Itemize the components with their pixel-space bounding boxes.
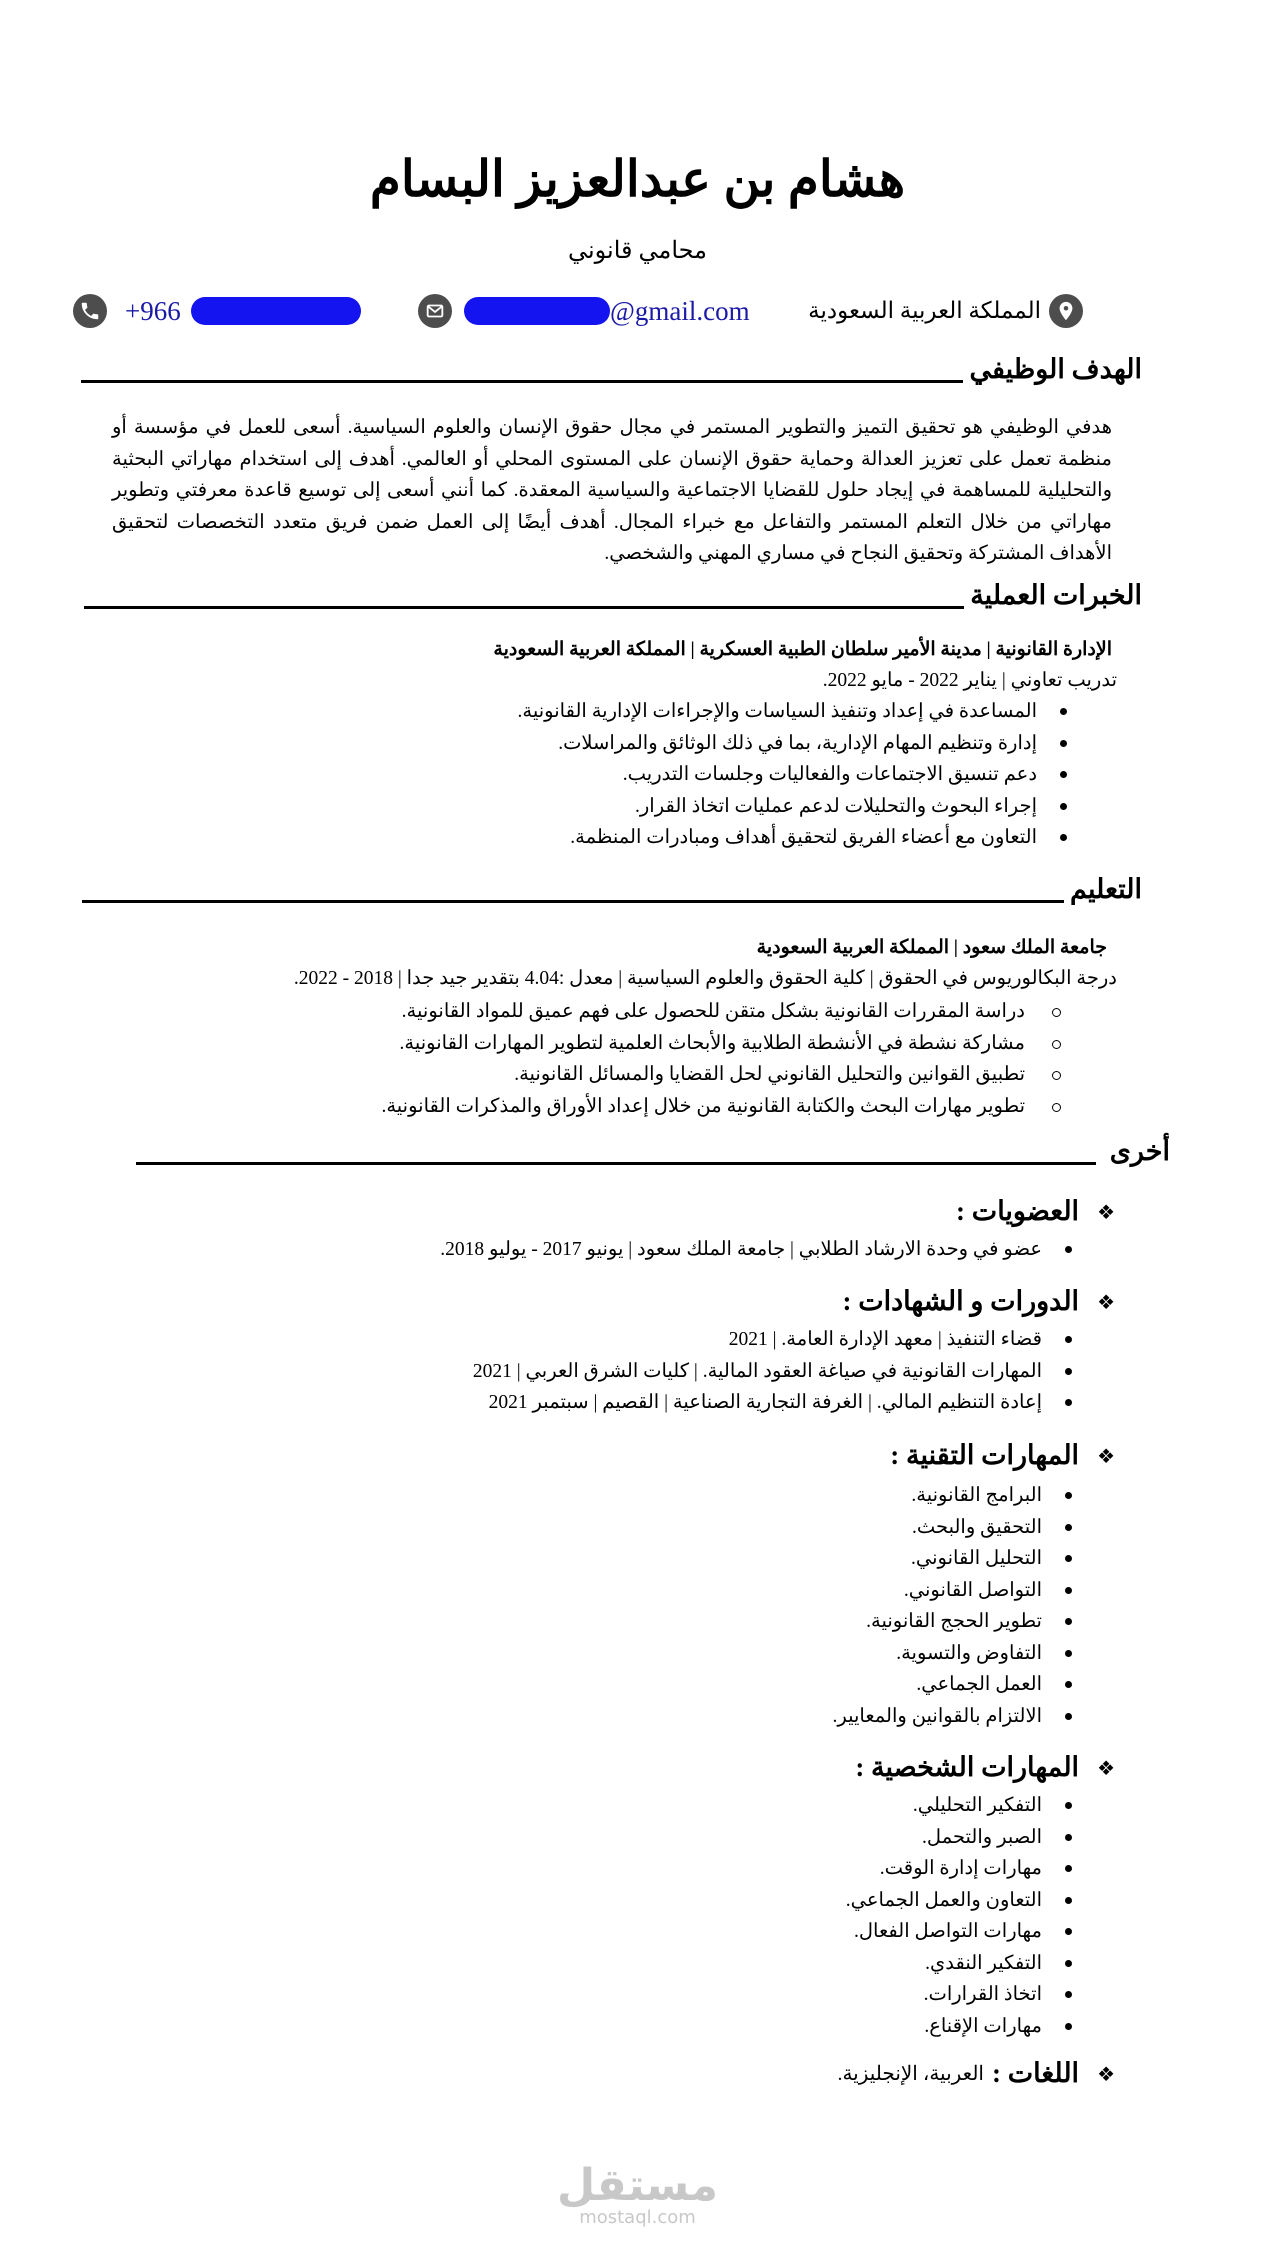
contact-location bbox=[808, 292, 1083, 330]
courses-title: الدورات و الشهادات : bbox=[842, 1286, 1080, 1316]
experience-role: تدريب تعاوني | يناير 2022 - مايو 2022. bbox=[822, 670, 1117, 691]
list-item: إجراء البحوث والتحليلات لدعم عمليات اتخاذ القرار. bbox=[518, 791, 1037, 823]
other-heading bbox=[136, 1138, 1170, 1165]
section-rule bbox=[82, 900, 1064, 903]
list-item: مشاركة نشطة في الأنشطة الطلابية والأبحاث العلمية لتطوير المهارات القانونية. bbox=[381, 1028, 1025, 1060]
personal-skills-heading bbox=[855, 1752, 1115, 1783]
list-item: مهارات إدارة الوقت. bbox=[846, 1853, 1042, 1885]
diamond-bullet-icon: ❖ bbox=[1097, 1199, 1115, 1224]
list-item: البرامج القانونية. bbox=[832, 1480, 1042, 1512]
education-title: التعليم bbox=[1070, 874, 1142, 904]
education-list bbox=[381, 996, 1025, 1122]
memberships-heading bbox=[956, 1196, 1115, 1227]
job-title: محامي قانوني bbox=[567, 238, 708, 264]
list-item: التواصل القانوني. bbox=[832, 1575, 1042, 1607]
list-item: تطبيق القوانين والتحليل القانوني لحل القضايا والمسائل القانونية. bbox=[381, 1059, 1025, 1091]
personal-skills-list bbox=[846, 1790, 1042, 2042]
tech-skills-heading bbox=[890, 1440, 1115, 1471]
watermark-arabic: مستقل bbox=[557, 2160, 718, 2211]
diamond-bullet-icon: ❖ bbox=[1097, 1289, 1115, 1314]
list-item: عضو في وحدة الارشاد الطلابي | جامعة الملك سعود | يونيو 2017 - يوليو 2018. bbox=[440, 1234, 1042, 1266]
list-item: مهارات التواصل الفعال. bbox=[846, 1916, 1042, 1948]
list-item: التفاوض والتسوية. bbox=[832, 1638, 1042, 1670]
watermark-url: mostaql.com bbox=[579, 2207, 696, 2228]
list-item: العمل الجماعي. bbox=[832, 1669, 1042, 1701]
objective-title: الهدف الوظيفي bbox=[969, 354, 1142, 384]
list-item: التفكير النقدي. bbox=[846, 1948, 1042, 1980]
list-item: التحقيق والبحث. bbox=[832, 1512, 1042, 1544]
tech-skills-title: المهارات التقنية : bbox=[890, 1440, 1080, 1470]
languages-heading bbox=[837, 2058, 1115, 2089]
list-item: دعم تنسيق الاجتماعات والفعاليات وجلسات التدريب. bbox=[518, 759, 1037, 791]
candidate-name: هشام بن عبدالعزيز البسام bbox=[369, 151, 906, 207]
list-item: المهارات القانونية في صياغة العقود المالية. | كليات الشرق العربي | 2021 bbox=[473, 1356, 1042, 1388]
objective-text: هدفي الوظيفي هو تحقيق التميز والتطوير المستمر في مجال حقوق الإنسان والعلوم السياسية. أسعى للعمل في مؤسسة أو منظمة تعمل على تعزيز العدالة وحماية حقوق الإنسان على المستوى المحلي أو العالمي. أهدف إلى استخدام مهاراتي البحثية والتحليلية للمساهمة في إيجاد حلول للقضايا الاجتماعية والسياسية المعقدة. كما أنني أسعى إلى توسيع قاعدة معرفتي وتطوير مهاراتي من خلال التعلم المستمر والتفاعل مع خبراء المجال. أهدف أيضًا إلى العمل ضمن فريق متعدد التخصصات لتحقيق الأهداف المشتركة وتحقيق النجاح في مساري المهني والشخصي. bbox=[112, 417, 1112, 564]
list-item: المساعدة في إعداد وتنفيذ السياسات والإجراءات الإدارية القانونية. bbox=[518, 696, 1037, 728]
phone-prefix[interactable]: +966 bbox=[125, 295, 181, 326]
list-item: التعاون والعمل الجماعي. bbox=[846, 1885, 1042, 1917]
list-item: التحليل القانوني. bbox=[832, 1543, 1042, 1575]
memberships-list bbox=[440, 1234, 1042, 1266]
list-item: قضاء التنفيذ | معهد الإدارة العامة. | 2021 bbox=[473, 1324, 1042, 1356]
list-item: الالتزام بالقوانين والمعايير. bbox=[832, 1701, 1042, 1733]
section-rule bbox=[81, 380, 963, 383]
location-text: المملكة العربية السعودية bbox=[808, 298, 1041, 323]
courses-list bbox=[473, 1324, 1042, 1419]
contact-email[interactable] bbox=[418, 292, 750, 330]
courses-heading bbox=[842, 1286, 1115, 1317]
diamond-bullet-icon: ❖ bbox=[1097, 1755, 1115, 1780]
list-item: التفكير التحليلي. bbox=[846, 1790, 1042, 1822]
phone-icon bbox=[73, 294, 107, 328]
phone-redaction bbox=[191, 297, 361, 325]
mostaql-watermark bbox=[0, 2160, 1275, 2228]
list-item: إدارة وتنظيم المهام الإدارية، بما في ذلك الوثائق والمراسلات. bbox=[518, 728, 1037, 760]
personal-skills-title: المهارات الشخصية : bbox=[855, 1752, 1080, 1782]
diamond-bullet-icon: ❖ bbox=[1097, 1443, 1115, 1468]
languages-value: العربية، الإنجليزية. bbox=[837, 2063, 984, 2085]
objective-heading bbox=[81, 356, 1142, 383]
memberships-title: العضويات : bbox=[956, 1196, 1080, 1226]
email-redaction bbox=[464, 297, 610, 325]
list-item: دراسة المقررات القانونية بشكل متقن للحصول على فهم عميق للمواد القانونية. bbox=[381, 996, 1025, 1028]
other-title: أخرى bbox=[1109, 1136, 1170, 1166]
experience-list bbox=[518, 696, 1037, 854]
list-item: اتخاذ القرارات. bbox=[846, 1979, 1042, 2011]
experience-org: الإدارة القانونية | مدينة الأمير سلطان الطبية العسكرية | المملكة العربية السعودية bbox=[493, 639, 1112, 660]
education-school: جامعة الملك سعود | المملكة العربية السعودية bbox=[756, 937, 1107, 958]
diamond-bullet-icon: ❖ bbox=[1097, 2061, 1115, 2086]
email-suffix[interactable]: @gmail.com bbox=[610, 295, 750, 326]
list-item: تطوير الحجج القانونية. bbox=[832, 1606, 1042, 1638]
section-rule bbox=[136, 1162, 1096, 1165]
education-degree: درجة البكالوريوس في الحقوق | كلية الحقوق والعلوم السياسية | معدل :4.04 بتقدير جيد جدا | 2018 - 2022. bbox=[293, 968, 1117, 989]
tech-skills-list bbox=[832, 1480, 1042, 1732]
experience-title: الخبرات العملية bbox=[970, 580, 1142, 610]
location-pin-icon bbox=[1049, 294, 1083, 328]
experience-heading bbox=[84, 582, 1142, 609]
email-icon bbox=[418, 294, 452, 328]
list-item: تطوير مهارات البحث والكتابة القانونية من خلال إعداد الأوراق والمذكرات القانونية. bbox=[381, 1091, 1025, 1123]
education-heading bbox=[82, 876, 1142, 903]
contact-phone[interactable] bbox=[73, 292, 361, 330]
list-item: الصبر والتحمل. bbox=[846, 1822, 1042, 1854]
list-item: التعاون مع أعضاء الفريق لتحقيق أهداف ومبادرات المنظمة. bbox=[518, 822, 1037, 854]
list-item: مهارات الإقناع. bbox=[846, 2011, 1042, 2043]
languages-title: اللغات : bbox=[991, 2058, 1080, 2088]
list-item: إعادة التنظيم المالي. | الغرفة التجارية الصناعية | القصيم | سبتمبر 2021 bbox=[473, 1387, 1042, 1419]
section-rule bbox=[84, 606, 964, 609]
